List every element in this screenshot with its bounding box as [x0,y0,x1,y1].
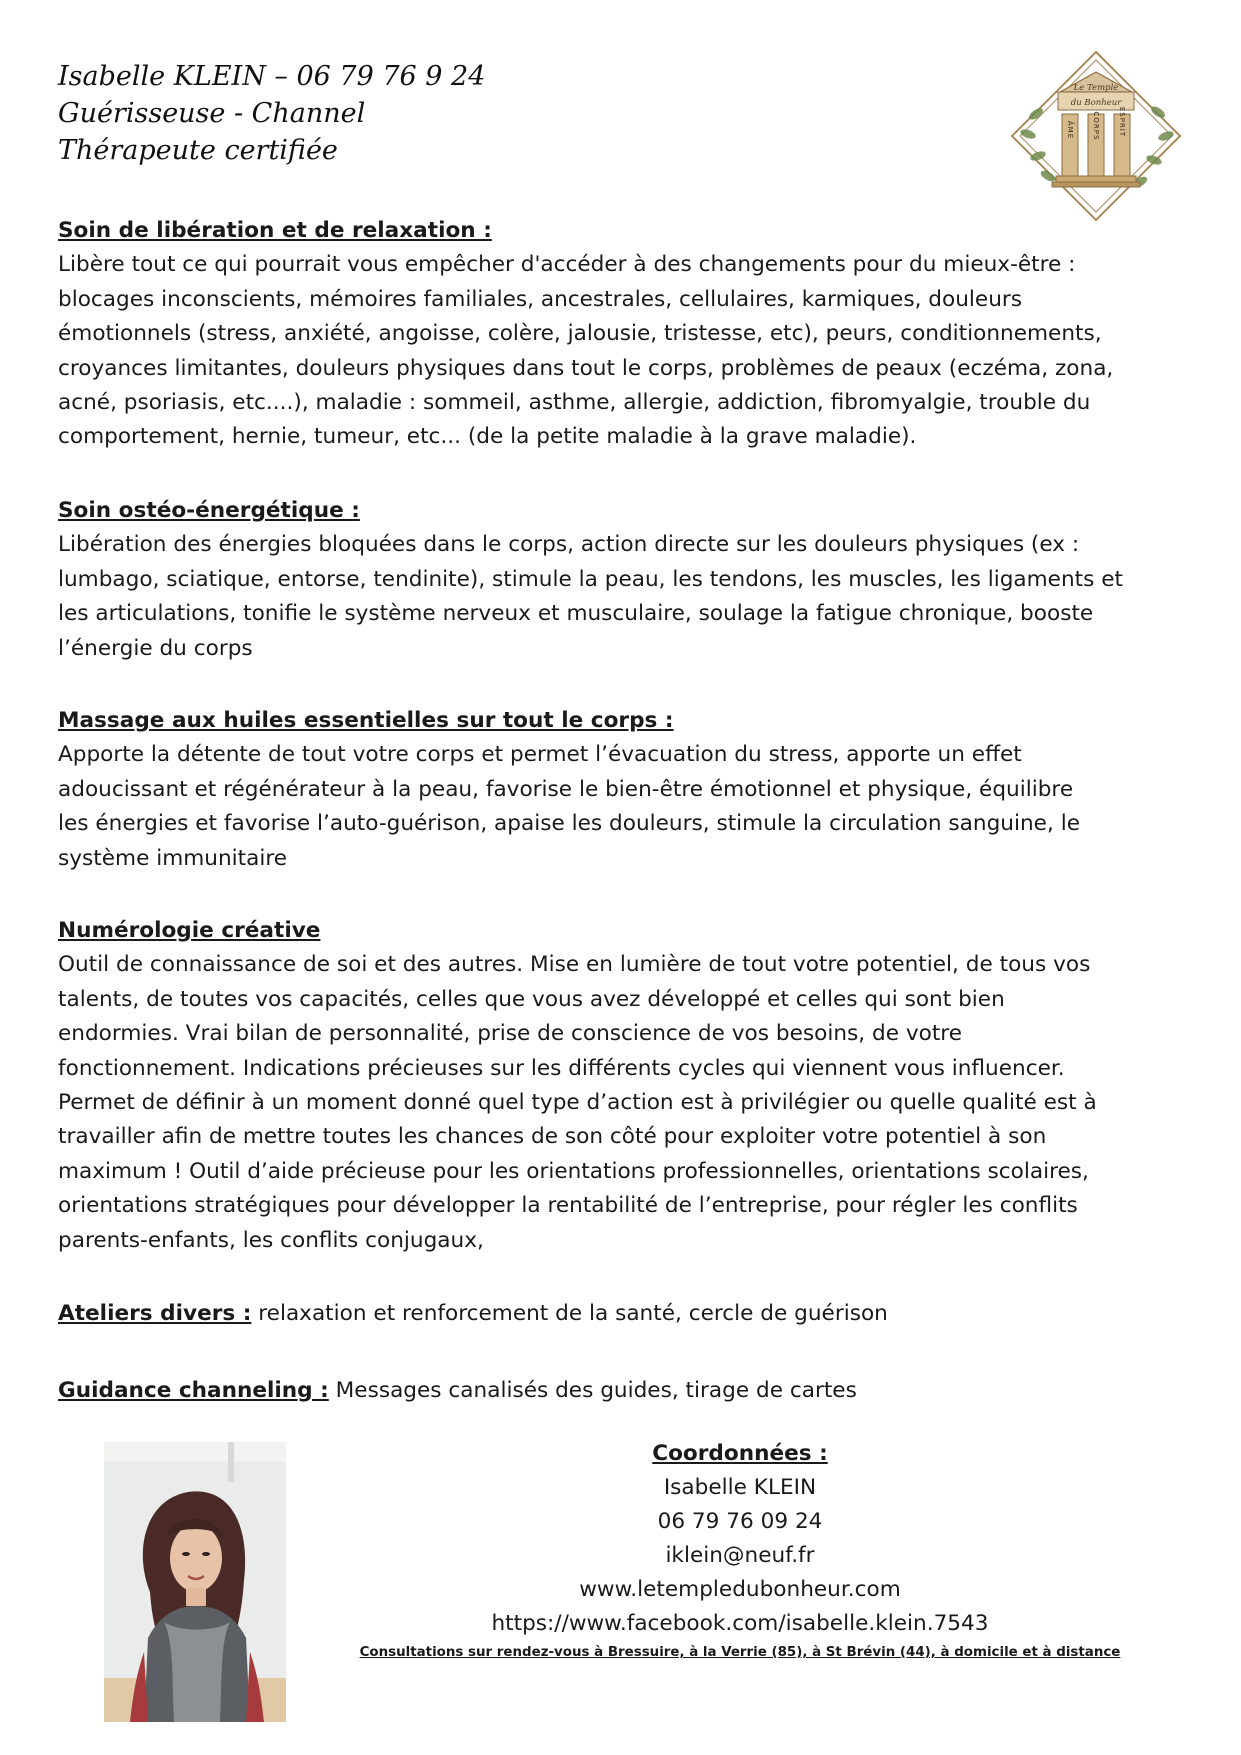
contact-website[interactable]: www.letempledubonheur.com [579,1577,901,1602]
paragraph-line: endormies. Vrai bilan de personnalité, prise de conscience de vos besoins, de votre [58,1021,962,1047]
logo-pillar-ame: ÂME [1066,120,1074,140]
logo-title-line1: Le Temple [1073,83,1119,93]
portrait-illustration [104,1442,286,1722]
paragraph-line: Apporte la détente de tout votre corps et permet l’évacuation du stress, apporte un effet [58,742,1022,768]
header-role: Guérisseuse - Channel [58,98,366,129]
logo-pillar-corps: CORPS [1092,111,1100,141]
section-osteo-title: Soin ostéo-énergétique : [58,498,360,523]
paragraph-line: croyances limitantes, douleurs physiques dans tout le corps, problèmes de peaux (eczéma, zona, [58,355,1114,381]
header [58,58,485,169]
paragraph-line: maximum ! Outil d’aide précieuse pour les orientations professionnelles, orientations scolaires, [58,1158,1089,1184]
paragraph-line: Outil de connaissance de soi et des autres. Mise en lumière de tout votre potentiel, de tous vos [58,952,1091,978]
section-osteo [58,494,1188,666]
section-ateliers-text: relaxation et renforcement de la santé, cercle de guérison [251,1301,888,1326]
section-liberation [58,214,1188,455]
paragraph-line: émotionnels (stress, anxiété, angoisse, colère, jalousie, tristesse, etc), peurs, conditionnements, [58,321,1102,347]
contact-facebook[interactable]: https://www.facebook.com/isabelle.klein.7543 [491,1611,989,1636]
section-ateliers [58,1297,1188,1331]
section-numerologie-title: Numérologie créative [58,918,321,943]
paragraph-line: parents-enfants, les conflits conjugaux, [58,1227,484,1253]
paragraph-line: acné, psoriasis, etc....), maladie : sommeil, asthme, allergie, addiction, fibromyalgie, trouble du [58,390,1091,416]
temple-logo [1008,48,1184,224]
contact-title: Coordonnées : [652,1441,828,1466]
contact-email[interactable]: iklein@neuf.fr [665,1543,815,1568]
header-certification: Thérapeute certifiée [58,135,338,166]
portrait-photo [104,1442,286,1722]
section-numerologie [58,914,1188,1258]
paragraph-line: talents, de toutes vos capacités, celles que vous avez développé et celles qui sont bien [58,986,1005,1012]
paragraph-line: orientations stratégiques pour développer la rentabilité de l’entreprise, pour régler les conflits [58,1193,1078,1219]
section-guidance [58,1374,1188,1408]
paragraph-line: Permet de définir à un moment donné quel type d’action est à privilégier ou quelle qualité est à [58,1090,1097,1116]
contact-phone: 06 79 76 09 24 [657,1509,823,1534]
paragraph-line: les énergies et favorise l’auto-guérison, apaise les douleurs, stimule la circulation sanguine, le [58,811,1080,837]
section-liberation-title: Soin de libération et de relaxation : [58,218,492,243]
paragraph-line: système immunitaire [58,845,288,871]
section-massage-title: Massage aux huiles essentielles sur tout le corps : [58,708,674,733]
paragraph-line: fonctionnement. Indications précieuses sur les différents cycles qui viennent vous influencer. [58,1055,1065,1081]
paragraph-line: comportement, hernie, tumeur, etc... (de la petite maladie à la grave maladie). [58,424,917,450]
paragraph-line: Libère tout ce qui pourrait vous empêcher d'accéder à des changements pour du mieux-être : [58,252,1076,278]
logo-title-line2: du Bonheur [1070,98,1122,108]
paragraph-line: lumbago, sciatique, entorse, tendinite), stimule la peau, les tendons, les muscles, les ligaments et [58,566,1123,592]
section-guidance-title: Guidance channeling : [58,1378,329,1403]
section-ateliers-title: Ateliers divers : [58,1301,252,1326]
paragraph-line: les articulations, tonifie le système nerveux et musculaire, soulage la fatigue chronique, booste [58,601,1094,627]
section-massage [58,704,1188,876]
paragraph-line: l’énergie du corps [58,635,253,661]
section-guidance-text: Messages canalisés des guides, tirage de cartes [328,1378,857,1403]
paragraph-line: blocages inconscients, mémoires familiales, ancestrales, cellulaires, karmiques, douleurs [58,286,1023,312]
contact-block [300,1437,1180,1663]
contact-consultation-note: Consultations sur rendez-vous à Bressuire, à la Verrie (85), à St Brévin (44), à domicile et à distance [359,1645,1121,1660]
paragraph-line: Libération des énergies bloquées dans le corps, action directe sur les douleurs physiques (ex : [58,532,1080,558]
contact-name: Isabelle KLEIN [663,1475,817,1500]
paragraph-line: travailler afin de mettre toutes les chances de son côté pour exploiter votre potentiel à son [58,1124,1047,1150]
paragraph-line: adoucissant et régénérateur à la peau, favorise le bien-être émotionnel et physique, équilibre [58,776,1074,802]
header-name-phone: Isabelle KLEIN – 06 79 76 9 24 [58,61,486,92]
logo-pillar-esprit: ESPRIT [1118,106,1126,138]
